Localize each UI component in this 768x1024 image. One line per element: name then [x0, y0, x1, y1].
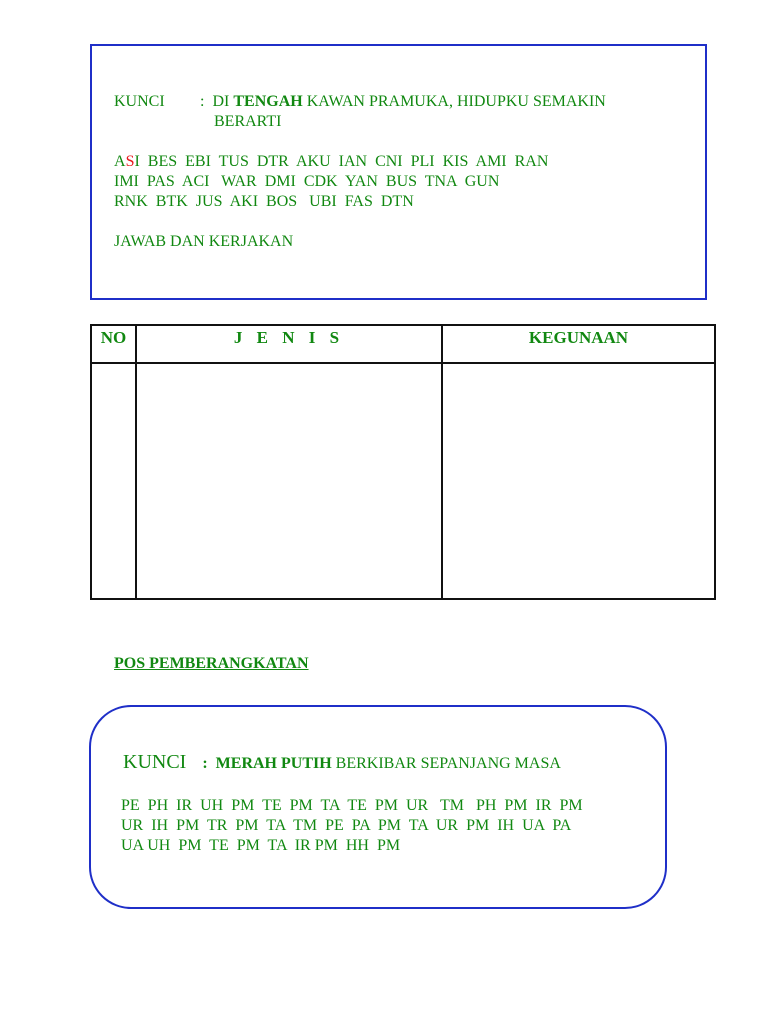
header-jenis: J E N I S: [136, 325, 442, 363]
code-segment: A: [114, 153, 126, 170]
kunci-line-2: [123, 751, 561, 774]
key-rest: KAWAN PRAMUKA, HIDUPKU SEMAKIN: [302, 93, 606, 110]
answer-table: [90, 324, 716, 600]
section-heading: POS PEMBERANGKATAN: [114, 655, 309, 672]
kunci-line: [114, 92, 606, 112]
puzzle-box-2: [89, 705, 667, 909]
code-row-1: [114, 152, 548, 172]
puzzle-box-1: [90, 44, 707, 300]
kunci-colon-2: :: [202, 755, 208, 772]
table-row: [91, 363, 715, 599]
code-line-1: PE PH IR UH PM TE PM TA TE PM UR TM PH PM IR PM: [121, 797, 583, 814]
code-segment-highlight: S: [125, 153, 135, 170]
code-segment: I BES EBI TUS DTR AKU IAN CNI PLI KIS AMI RAN: [134, 153, 549, 170]
header-kegunaan: KEGUNAAN: [442, 325, 715, 363]
kunci-colon: :: [200, 93, 205, 110]
key-prefix: DI: [212, 93, 234, 110]
cell-jenis[interactable]: [136, 363, 442, 599]
instruction-text: JAWAB DAN KERJAKAN: [114, 233, 294, 250]
cell-no[interactable]: [91, 363, 136, 599]
key-line-2: BERARTI: [214, 113, 282, 130]
code-line-2: UR IH PM TR PM TA TM PE PA PM TA UR PM IH UA PA: [121, 817, 572, 834]
header-no: NO: [91, 325, 136, 363]
kunci-label: KUNCI: [114, 93, 165, 110]
table-header-row: [91, 325, 715, 363]
code-row-2: IMI PAS ACI WAR DMI CDK YAN BUS TNA GUN: [114, 173, 500, 190]
kunci-label-2: KUNCI: [123, 751, 187, 773]
key-bold-2: MERAH PUTIH: [215, 755, 332, 772]
code-row-3: RNK BTK JUS AKI BOS UBI FAS DTN: [114, 193, 414, 210]
key-bold: TENGAH: [233, 93, 303, 110]
key-rest-2: BERKIBAR SEPANJANG MASA: [331, 755, 561, 772]
code-line-3: UA UH PM TE PM TA IR PM HH PM: [121, 837, 401, 854]
cell-kegunaan[interactable]: [442, 363, 715, 599]
